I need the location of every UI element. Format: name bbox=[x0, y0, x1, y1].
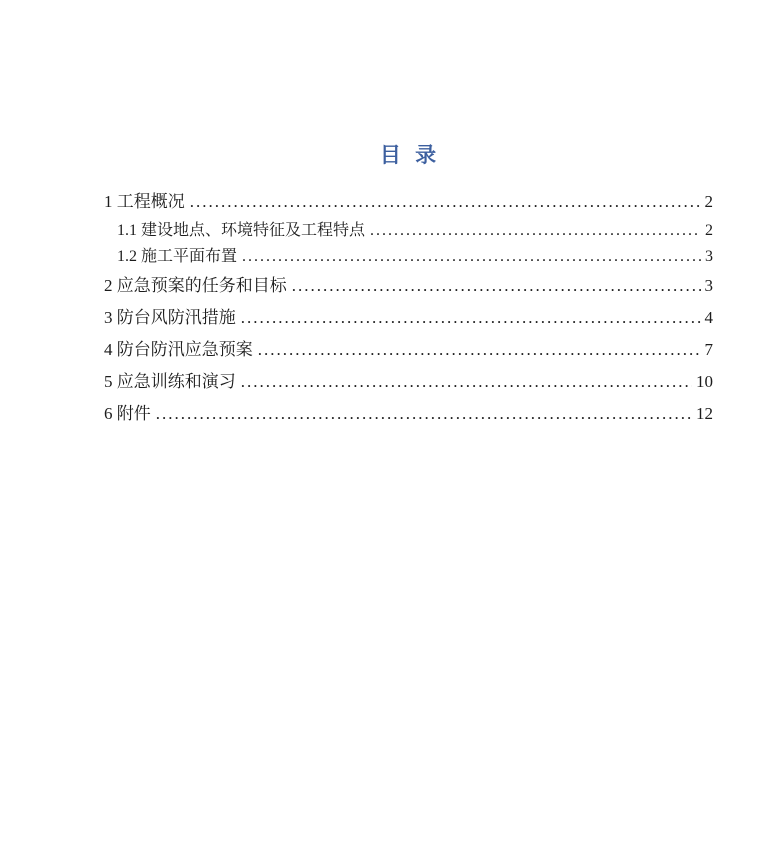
dot-leader bbox=[156, 398, 692, 430]
toc-entry[interactable] bbox=[104, 398, 713, 430]
dot-leader bbox=[370, 218, 701, 244]
toc-entry-page: 12 bbox=[696, 404, 713, 423]
toc-entry-page: 3 bbox=[705, 248, 713, 265]
toc-entry-label: 5 应急训练和演习 bbox=[104, 372, 236, 391]
toc-entry[interactable] bbox=[104, 244, 713, 270]
toc-entry[interactable] bbox=[104, 186, 713, 218]
dot-leader bbox=[241, 302, 701, 334]
toc-entry[interactable] bbox=[104, 366, 713, 398]
dot-leader bbox=[241, 366, 692, 398]
toc-title: 目 录 bbox=[379, 143, 438, 167]
toc-entry-label: 6 附件 bbox=[104, 404, 151, 423]
dot-leader bbox=[242, 244, 701, 270]
toc-entry-page: 3 bbox=[704, 276, 713, 295]
toc-entry-page: 2 bbox=[705, 222, 713, 239]
toc-entry-label: 1 工程概况 bbox=[104, 192, 185, 211]
dot-leader bbox=[292, 270, 701, 302]
toc-entry-page: 7 bbox=[704, 340, 713, 359]
toc-entry-label: 1.2 施工平面布置 bbox=[117, 248, 238, 265]
dot-leader bbox=[190, 186, 701, 218]
toc-entry-label: 3 防台风防汛措施 bbox=[104, 308, 236, 327]
toc-entry-page: 10 bbox=[696, 372, 713, 391]
toc-entry-label: 4 防台防汛应急预案 bbox=[104, 340, 253, 359]
toc-entry[interactable] bbox=[104, 334, 713, 366]
toc-entry[interactable] bbox=[104, 302, 713, 334]
toc-entry-page: 2 bbox=[704, 192, 713, 211]
dot-leader bbox=[258, 334, 701, 366]
toc-entry[interactable] bbox=[104, 270, 713, 302]
toc-entry-page: 4 bbox=[704, 308, 713, 327]
toc-entry-label: 2 应急预案的任务和目标 bbox=[104, 276, 287, 295]
table-of-contents bbox=[104, 186, 713, 430]
toc-entry[interactable] bbox=[104, 218, 713, 244]
toc-entry-label: 1.1 建设地点、环境特征及工程特点 bbox=[117, 222, 366, 239]
